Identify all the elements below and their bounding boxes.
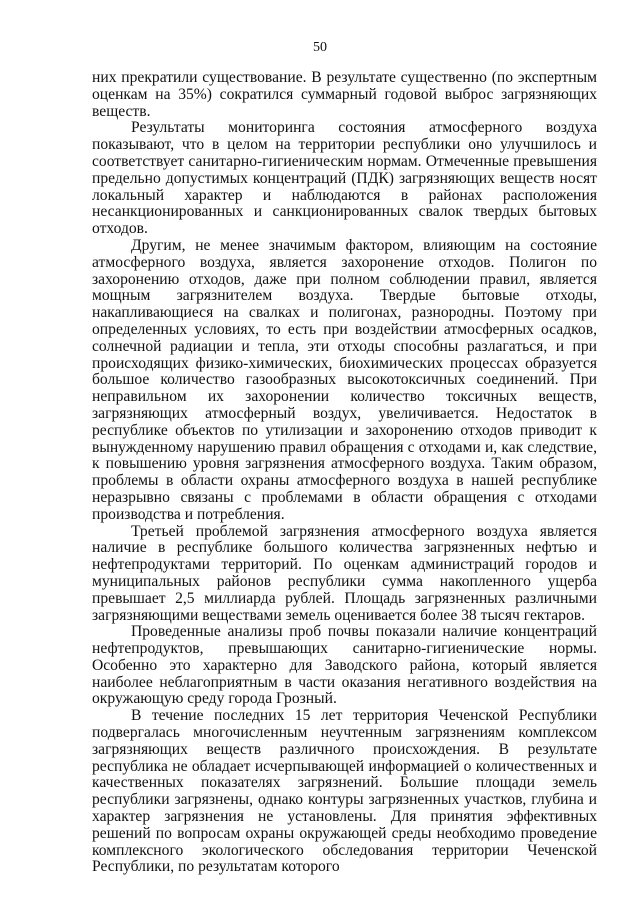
paragraph-waste-disposal: Другим, не менее значимым фактором, влияющим на состояние атмосферного воздуха, является захоронение отходов. Полигон по захоронению отходов, даже при полном соблюдении правил, является мощным загрязнителем воздуха. Твердые бытовые отходы, накапливающиеся на свалках и полигонах, разнородны. Поэтому при определенных условиях, то есть при воздействии атмосферных осадков, солнечной радиации и тепла, эти отходы способны разлагаться, и при происходящих физико-химических, биохимических процессах образуется большое количество газообразных высокотоксичных соединений. При неправильном их захоронении количество токсичных веществ, загрязняющих атмосферный воздух, увеличивается. Недостаток в республике объектов по утилизации и захоронению отходов приводит к вынужденному нарушению правил обращения с отходами и, как следствие, к повышению уровня загрязнения атмосферного воздуха. Таким образом, проблемы в области охраны атмосферного воздуха в нашей республике неразрывно связаны с проблемами в области обращения с отходами производства и потребления. bbox=[92, 236, 597, 523]
document-body bbox=[92, 70, 597, 876]
paragraph-territory-pollution: В течение последних 15 лет территория Чеченской Республики подвергалась многочисленным неучтенным загрязнениям комплексом загрязняющих веществ различного происхождения. В результате республика не обладает исчерпывающей информацией о количественных и качественных показателях загрязнений. Большие площади земель республики загрязнены, однако контуры загрязненных участков, глубина и характер загрязнения не установлены. Для принятия эффективных решений по вопросам охраны окружающей среды необходимо проведение комплексного экологического обследования территории Чеченской Республики, по результатам которого bbox=[92, 707, 597, 876]
paragraph-soil-analysis: Проведенные анализы проб почвы показали наличие концентраций нефтепродуктов, превышающих санитарно-гигиенические нормы. Особенно это характерно для Заводского района, который является наиболее неблагоприятным в части оказания негативного воздействия на окружающую среду города Грозный. bbox=[92, 623, 597, 708]
page-number: 50 bbox=[313, 40, 327, 55]
paragraph-oil-contamination: Третьей проблемой загрязнения атмосферного воздуха является наличие в республике большого количества загрязненных нефтью и нефтепродуктами территорий. По оценкам администраций городов и муниципальных районов республики сумма накопленного ущерба превышает 2,5 миллиарда рублей. Площадь загрязненных различными загрязняющими веществами земель оценивается более 38 тысяч гектаров. bbox=[92, 522, 597, 624]
paragraph-monitoring-results: Результаты мониторинга состояния атмосферного воздуха показывают, что в целом на территории республики оно улучшилось и соответствует санитарно-гигиеническим нормам. Отмеченные превышения предельно допустимых концентраций (ПДК) загрязняющих веществ носят локальный характер и наблюдаются в районах расположения несанкционированных и санкционированных свалок твердых бытовых отходов. bbox=[92, 119, 597, 238]
paragraph-continued: них прекратили существование. В результате существенно (по экспертным оценкам на 35%) сократился суммарный годовой выброс загрязняющих веществ. bbox=[92, 69, 597, 120]
